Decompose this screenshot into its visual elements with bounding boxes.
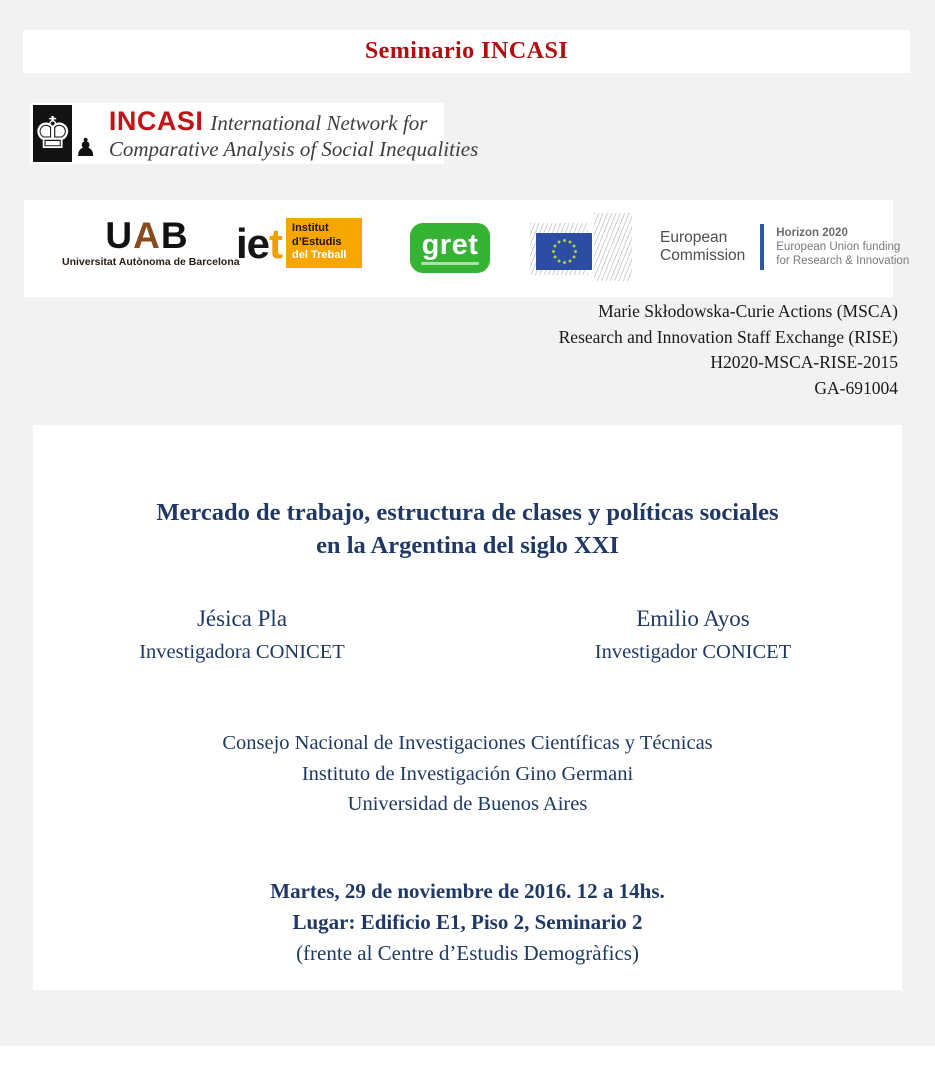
institutions-block bbox=[33, 728, 902, 820]
gret-logo: gret bbox=[410, 223, 490, 273]
speaker-name: Emilio Ayos bbox=[636, 606, 750, 631]
iet-caption-box bbox=[286, 218, 362, 268]
iet-caption-line3: del Treball bbox=[292, 249, 347, 261]
institution-line3: Universidad de Buenos Aires bbox=[347, 793, 588, 815]
iet-wordmark: iet bbox=[236, 220, 283, 267]
chess-pawn-icon: ♟ bbox=[74, 133, 97, 162]
incasi-name-line1: International Network for bbox=[210, 111, 428, 135]
eu-flag-icon bbox=[536, 233, 592, 270]
incasi-name-line2: Comparative Analysis of Social Inequalities bbox=[108, 137, 479, 161]
uab-logo: UAB Universitat Autònoma de Barcelona bbox=[62, 215, 240, 268]
seminar-title bbox=[33, 425, 902, 562]
european-commission-logo bbox=[530, 211, 909, 283]
iet-logo bbox=[236, 218, 362, 270]
ec-name: European Commission bbox=[660, 229, 746, 264]
partner-logos-band bbox=[24, 200, 910, 297]
speaker-role: Investigador CONICET bbox=[594, 641, 792, 663]
institution-line2: Instituto de Investigación Gino Germani bbox=[301, 762, 634, 785]
seminar-location-note: (frente al Centre d’Estudis Demogràfics) bbox=[296, 940, 639, 965]
speaker-name: Jésica Pla bbox=[196, 606, 288, 631]
iet-caption-line2: d’Estudis bbox=[292, 235, 342, 248]
eu-stars-ring bbox=[563, 250, 566, 253]
seminar-datetime: Martes, 29 de noviembre de 2016. 12 a 14hs. bbox=[270, 878, 665, 903]
msca-line3: H2020-MSCA-RISE-2015 bbox=[710, 352, 898, 372]
horizon-2020-text: Horizon 2020 European Union funding for Research & Innovation bbox=[776, 227, 910, 267]
msca-line4: GA-691004 bbox=[814, 377, 898, 398]
uab-caption: Universitat Autònoma de Barcelona bbox=[62, 256, 240, 268]
incasi-logo-text bbox=[109, 108, 478, 164]
ec-flag-art bbox=[530, 211, 648, 283]
msca-line1: Marie Skłodowska-Curie Actions (MSCA) bbox=[598, 301, 898, 321]
speaker-jesica-pla bbox=[111, 604, 373, 665]
seminar-title-line2: en la Argentina del siglo XXI bbox=[316, 532, 619, 559]
uab-a-mark: A bbox=[133, 215, 161, 256]
header-banner bbox=[23, 30, 910, 73]
ec-divider-bar bbox=[760, 224, 764, 270]
msca-programme-block bbox=[559, 299, 898, 401]
iet-caption-line1: Institut bbox=[292, 222, 329, 234]
speakers-row bbox=[33, 604, 902, 665]
msca-line2: Research and Innovation Staff Exchange (RISE) bbox=[558, 326, 898, 347]
speaker-role: Investigadora CONICET bbox=[139, 641, 345, 663]
gret-subline bbox=[421, 262, 479, 265]
seminar-content-box bbox=[33, 425, 902, 990]
seminar-location: Lugar: Edificio E1, Piso 2, Seminario 2 bbox=[292, 909, 643, 934]
datetime-location-block bbox=[33, 876, 902, 969]
seminar-title-line1: Mercado de trabajo, estructura de clases y políticas sociales bbox=[156, 499, 779, 526]
page-title: Seminario INCASI bbox=[364, 38, 569, 64]
ec-swoosh-right bbox=[594, 213, 632, 281]
chess-king-icon: ♚ bbox=[33, 105, 72, 162]
incasi-logo bbox=[30, 103, 479, 164]
incasi-acronym: INCASI bbox=[108, 106, 204, 136]
institution-line1: Consejo Nacional de Investigaciones Científicas y Técnicas bbox=[222, 732, 713, 754]
speaker-emilio-ayos bbox=[562, 604, 824, 665]
